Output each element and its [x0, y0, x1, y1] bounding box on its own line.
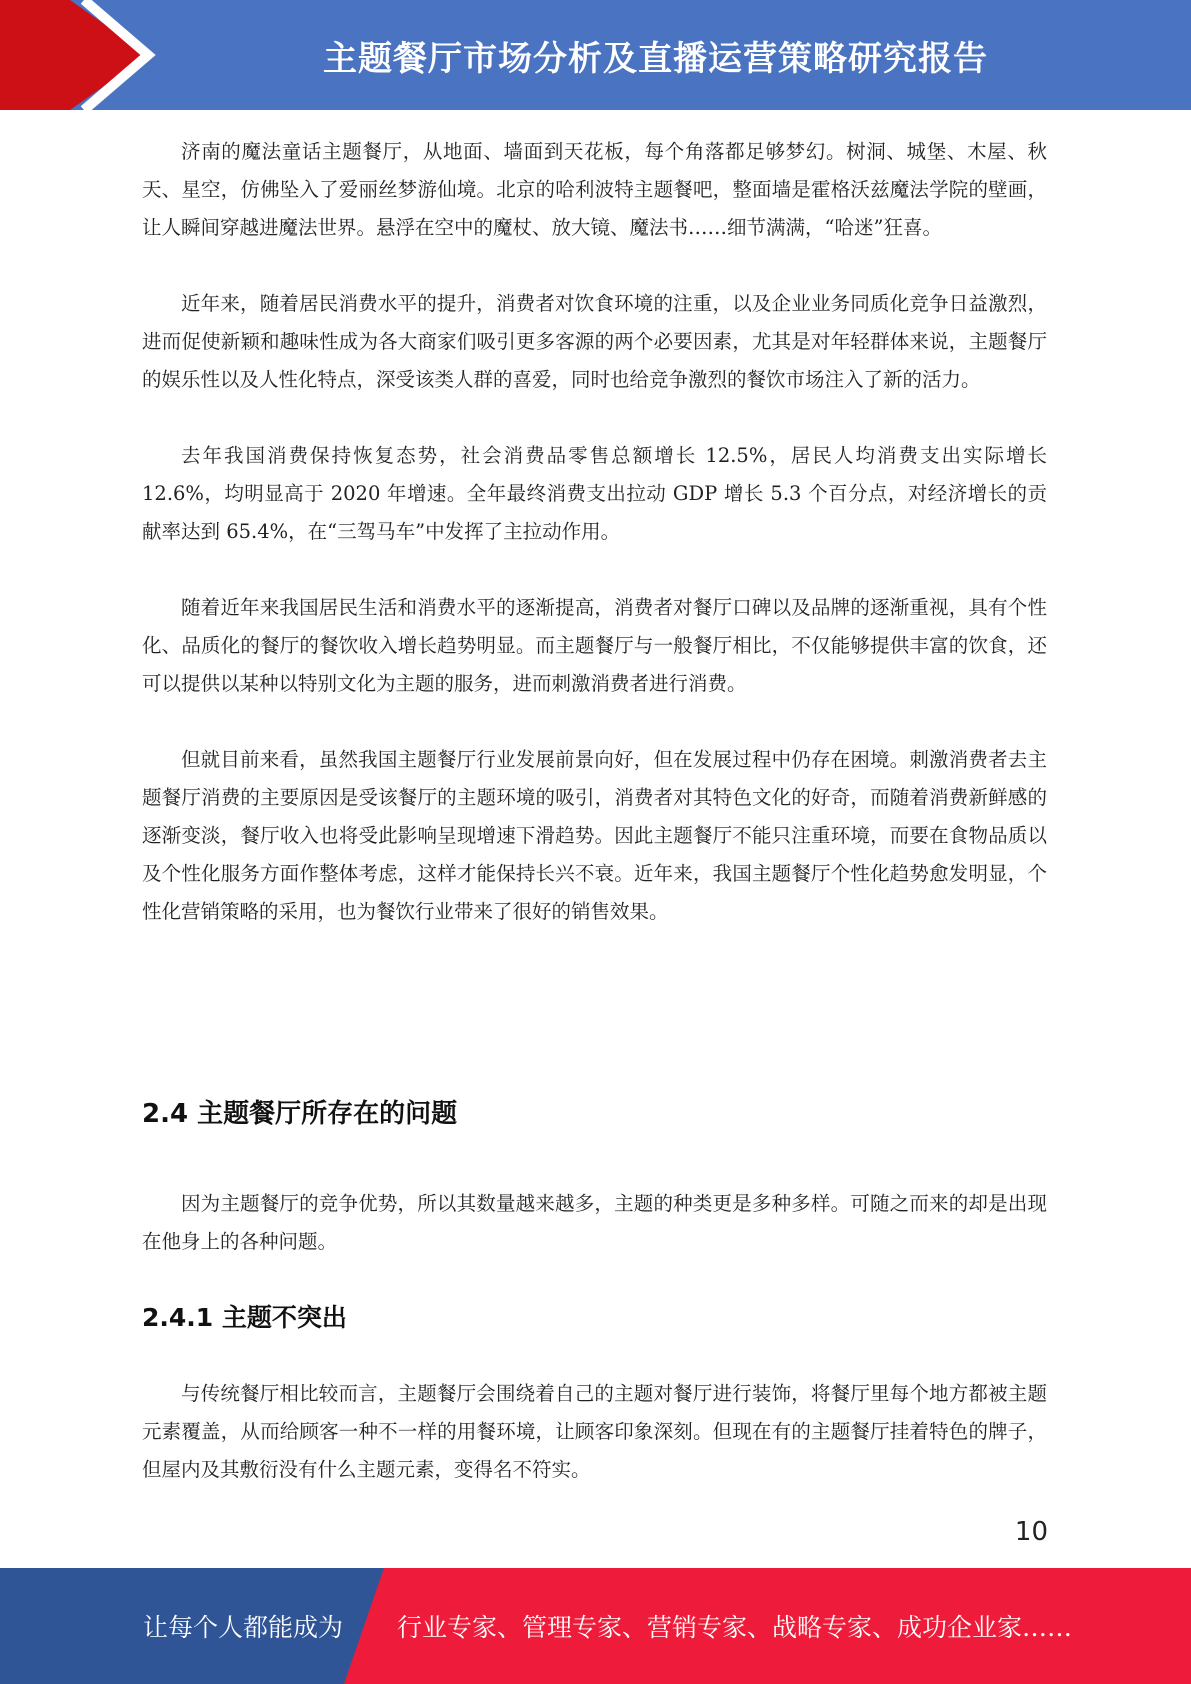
- section-2-4: [142, 1093, 1047, 1130]
- footer-slogan-right: 行业专家、管理专家、营销专家、战略专家、成功企业家……: [397, 1613, 1073, 1642]
- paragraph-5: 但就目前来看，虽然我国主题餐厅行业发展前景向好，但在发展过程中仍存在困境。刺激消费者去主题餐厅消费的主要原因是受该餐厅的主题环境的吸引，消费者对其特色文化的好奇，而随着消费新鲜感的逐渐变淡，餐厅收入也将受此影响呈现增速下滑趋势。因此主题餐厅不能只注重环境，而要在食物品质以及个性化服务方面作整体考虑，这样才能保持长兴不衰。近年来，我国主题餐厅个性化趋势愈发明显，个性化营销策略的采用，也为餐饮行业带来了很好的销售效果。: [142, 748, 1047, 923]
- report-title: 主题餐厅市场分析及直播运营策略研究报告: [323, 38, 988, 79]
- page-number: 10: [1014, 1517, 1048, 1547]
- section-2-4-paragraph: 因为主题餐厅的竞争优势，所以其数量越来越多，主题的种类更是多种多样。可随之而来的却是出现在他身上的各种问题。: [142, 1192, 1047, 1253]
- section-2-4-1: [142, 1298, 1047, 1334]
- section-2-4-1-paragraph: 与传统餐厅相比较而言，主题餐厅会围绕着自己的主题对餐厅进行装饰，将餐厅里每个地方都被主题元素覆盖，从而给顾客一种不一样的用餐环境，让顾客印象深刻。但现在有的主题餐厅挂着特色的牌子，但屋内及其敷衍没有什么主题元素，变得名不符实。: [142, 1382, 1047, 1481]
- body-content: [142, 133, 1047, 931]
- paragraph-2: 近年来，随着居民消费水平的提升，消费者对饮食环境的注重，以及企业业务同质化竞争日益激烈，进而促使新颖和趣味性成为各大商家们吸引更多客源的两个必要因素，尤其是对年轻群体来说，主题餐厅的娱乐性以及人性化特点，深受该类人群的喜爱，同时也给竞争激烈的餐饮市场注入了新的活力。: [142, 292, 1047, 391]
- paragraph-4: 随着近年来我国居民生活和消费水平的逐渐提高，消费者对餐厅口碑以及品牌的逐渐重视，具有个性化、品质化的餐厅的餐饮收入增长趋势明显。而主题餐厅与一般餐厅相比，不仅能够提供丰富的饮食，还可以提供以某种以特别文化为主题的服务，进而刺激消费者进行消费。: [142, 596, 1047, 695]
- section-2-4-1-body: [142, 1375, 1047, 1489]
- page-header: [0, 0, 1191, 110]
- section-2-4-body: [142, 1185, 1047, 1261]
- header-arrow-graphic: [0, 0, 200, 110]
- page-footer: [0, 1568, 1191, 1684]
- section-heading-2-4-1: 2.4.1 主题不突出: [142, 1303, 347, 1332]
- paragraph-1: 济南的魔法童话主题餐厅，从地面、墙面到天花板，每个角落都足够梦幻。树洞、城堡、木屋、秋天、星空，仿佛坠入了爱丽丝梦游仙境。北京的哈利波特主题餐吧，整面墙是霍格沃兹魔法学院的壁画，让人瞬间穿越进魔法世界。悬浮在空中的魔杖、放大镜、魔法书……细节满满，“哈迷”狂喜。: [142, 140, 1047, 239]
- footer-slogan-left: 让每个人都能成为: [143, 1613, 344, 1642]
- header-arrow-red: [0, 0, 148, 110]
- paragraph-3: 去年我国消费保持恢复态势，社会消费品零售总额增长 12.5%，居民人均消费支出实际增长 12.6%，均明显高于 2020 年增速。全年最终消费支出拉动 GDP 增长 5.3 个百分点，对经济增长的贡献率达到 65.4%，在“三驾马车”中发挥了主拉动作用。: [142, 444, 1047, 543]
- section-heading-2-4: 2.4 主题餐厅所存在的问题: [142, 1099, 458, 1129]
